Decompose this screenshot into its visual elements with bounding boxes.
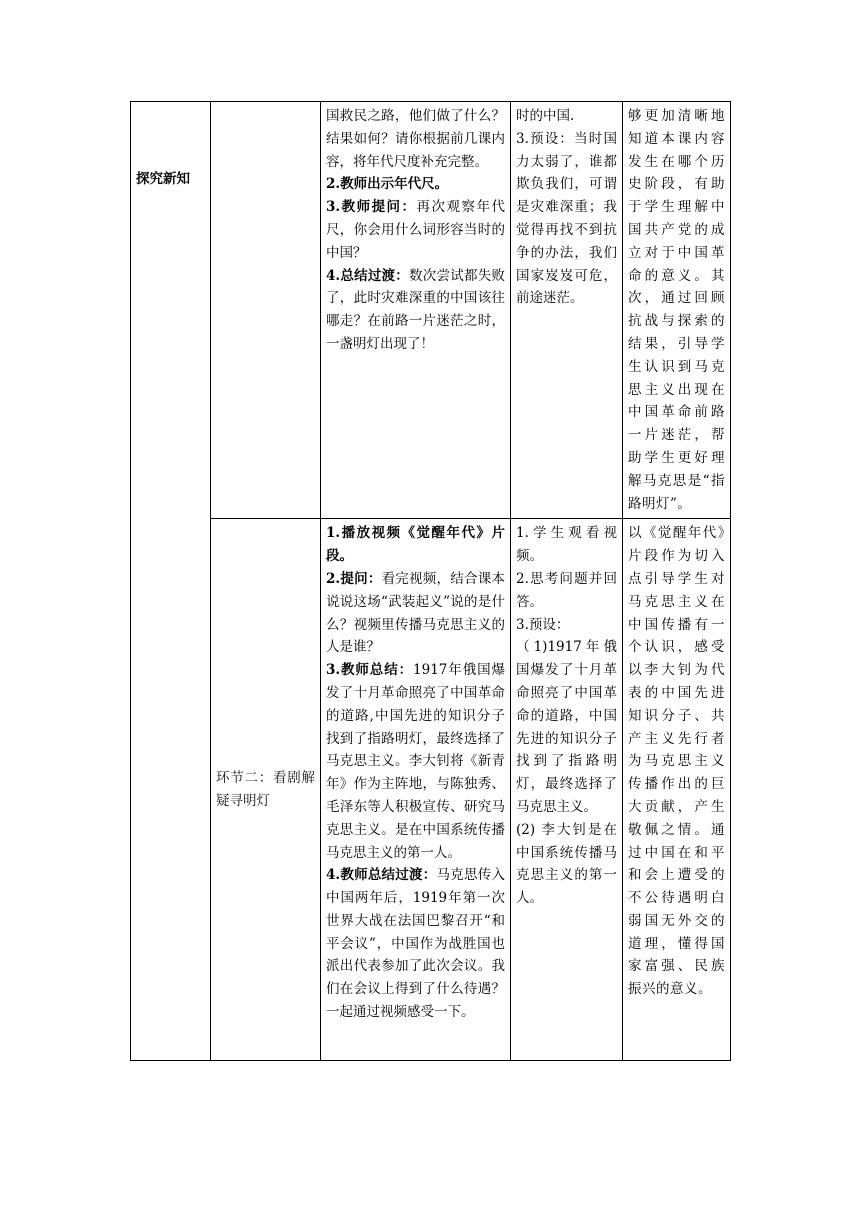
teacher-paragraph: 2.提问：看完视频，结合课本说说这场“武装起义”说的是什么？视频里传播马克思主义的人是谁？ (326, 570, 505, 656)
student-paragraph: 1.学生观看视频。 (516, 525, 617, 565)
teacher-paragraph: 1.播放视频《觉醒年代》片段。 (326, 525, 505, 565)
link-cell (211, 519, 321, 1061)
teacher-paragraph: 4.教师总结过渡：马克思传入中国两年后，1919年第一次世界大战在法国巴黎召开“和平会议”，中国作为战胜国也派出代表参加了此次会议。我们在会议上得到了什么待遇？一起通过视频感受一下。 (326, 867, 505, 1021)
design-intent-cell (623, 102, 731, 519)
stage-cell (131, 102, 211, 1061)
teacher-activity-cell (321, 102, 511, 519)
lesson-plan-table (130, 101, 731, 1061)
teacher-paragraph: 国救民之路，他们做了什么？结果如何？请你根据前几课内容，将年代尺度补充完整。 (326, 108, 505, 170)
student-paragraph: 3.预设： (516, 616, 570, 633)
design-intent-text: 够更加清晰地知道本课内容发生在哪个历史阶段，有助于学生理解中国共产党的成立对于中国革命的意义。其次，通过回顾抗战与探索的结果，引导学生认识到马克思主义出现在中国革命前路一片迷茫，帮助学生更好理解马克思是“指路明灯”。 (628, 108, 725, 512)
student-paragraph: 时的中国. (516, 108, 575, 124)
student-paragraph: （1)1917年俄国爆发了十月革命照亮了中国革命的道路，中国先进的知识分子找到了指路明灯，最终选择了马克思主义。 (516, 639, 617, 815)
teacher-paragraph: 4.总结过渡：数次尝试都失败了，此时灾难深重的中国该往哪走？在前路一片迷茫之时，一盏明灯出现了！ (326, 267, 505, 352)
link-label: 环节二：看剧解疑寻明灯 (216, 770, 315, 809)
student-paragraph: 3.预设：当时国力太弱了，谁都欺负我们，可谓是灾难深重；我觉得再找不到抗争的办法，我们国家岌岌可危，前途迷茫。 (516, 130, 617, 307)
student-activity-cell (511, 102, 623, 519)
stage-label: 探究新知 (136, 171, 190, 187)
teacher-paragraph: 3.教师提问：再次观察年代尺，你会用什么词形容当时的中国？ (326, 199, 506, 261)
teacher-paragraph: 2.教师出示年代尺。 (326, 176, 449, 193)
teacher-paragraph: 3.教师总结：1917年俄国爆发了十月革命照亮了中国革命的道路,中国先进的知识分子找到了指路明灯，最终选择了马克思主义。李大钊将《新青年》作为主阵地，与陈独秀、毛泽东等人积极宣传、研究马克思主义。是在中国系统传播马克思主义的第一人。 (326, 662, 506, 861)
table-row (131, 102, 731, 519)
design-intent-cell (623, 519, 731, 1061)
teacher-activity-cell (321, 519, 511, 1061)
student-activity-cell (511, 519, 623, 1061)
table-row (131, 519, 731, 1061)
design-intent-text: 以《觉醒年代》片段作为切入点引导学生对马克思主义在中国传播有一个认识，感受以李大钊为代表的中国先进知识分子、共产主义先行者为马克思主义传播作出的巨大贡献，产生敬佩之情。通过中国在和平和会上遭受的不公待遇明白弱国无外交的道理，懂得国家富强、民族振兴的意义。 (628, 525, 725, 998)
student-paragraph: 2.思考问题并回答。 (516, 570, 617, 610)
link-cell-empty (211, 102, 321, 519)
student-paragraph: (2) 李大钊是在中国系统传播马克思主义的第一人。 (516, 821, 617, 907)
